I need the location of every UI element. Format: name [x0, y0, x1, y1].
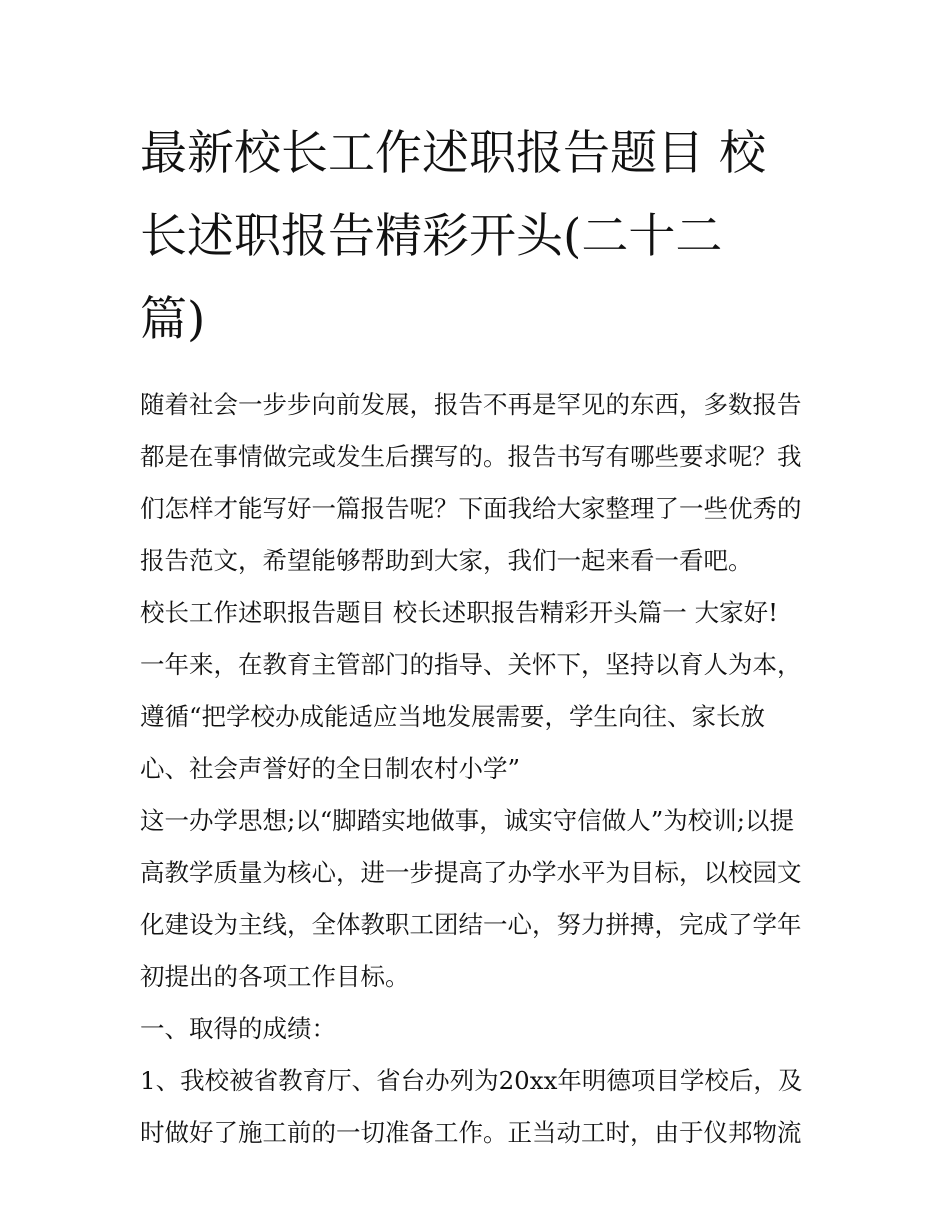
text-line: 初提出的各项工作目标。 — [140, 962, 410, 991]
document-page — [140, 112, 812, 1159]
body-paragraph — [140, 795, 812, 1003]
text-line: 化建设为主线，全体教职工团结一心，努力拼搏，完成了学年 — [140, 910, 802, 939]
text-line: 随着社会一步步向前发展，报告不再是罕见的东西，多数报告 — [140, 390, 802, 419]
title-line: 篇) — [140, 292, 206, 347]
document-title — [140, 112, 812, 361]
text-line: 报告范文，希望能够帮助到大家，我们一起来看一看吧。 — [140, 546, 753, 575]
subsection-heading — [140, 1003, 812, 1055]
text-line: 心、社会声誉好的全日制农村小学” — [140, 754, 521, 783]
intro-paragraph — [140, 379, 812, 587]
text-line: 遵循“把学校办成能适应当地发展需要，学生向往、家长放 — [140, 702, 766, 731]
text-line: 一年来，在教育主管部门的指导、关怀下，坚持以育人为本， — [140, 650, 802, 679]
text-line: 1、我校被省教育厅、省台办列为20xx年明德项目学校后，及 — [140, 1066, 803, 1095]
text-line: 们怎样才能写好一篇报告呢？下面我给大家整理了一些优秀的 — [140, 494, 802, 523]
text-line: 一、取得的成绩： — [140, 1014, 336, 1043]
text-line: 高教学质量为核心，进一步提高了办学水平为目标，以校园文 — [140, 858, 802, 887]
title-line: 最新校长工作述职报告题目 校 — [140, 126, 766, 181]
text-line: 都是在事情做完或发生后撰写的。报告书写有哪些要求呢？我 — [140, 442, 802, 471]
text-line: 校长工作述职报告题目 校长述职报告精彩开头篇一 大家好! — [140, 598, 778, 627]
text-line: 这一办学思想;以“脚踏实地做事，诚实守信做人”为校训;以提 — [140, 806, 795, 835]
document-body — [140, 379, 812, 1159]
body-paragraph — [140, 639, 812, 795]
title-line: 长述职报告精彩开头(二十二 — [140, 209, 723, 264]
section-heading-paragraph — [140, 587, 812, 639]
text-line: 时做好了施工前的一切准备工作。正当动工时，由于仪邦物流 — [140, 1118, 802, 1147]
body-paragraph — [140, 1055, 812, 1159]
